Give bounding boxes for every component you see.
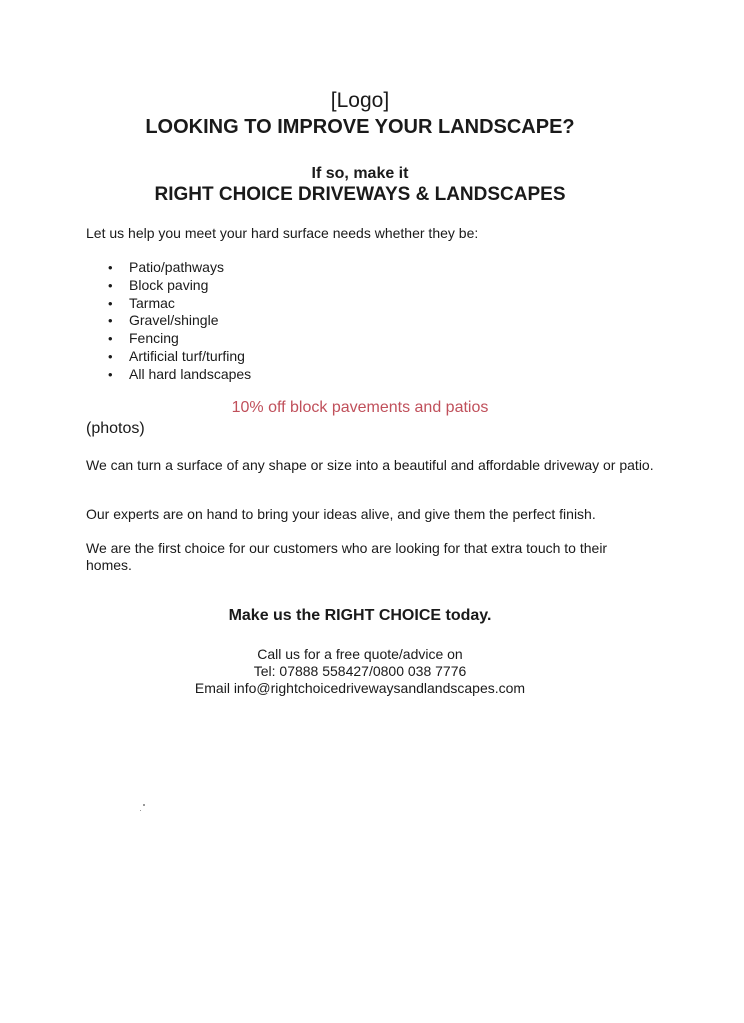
contact-phone: Tel: 07888 558427/0800 038 7776 xyxy=(253,663,467,679)
list-item: • Fencing xyxy=(108,330,251,348)
call-to-action: Make us the RIGHT CHOICE today. xyxy=(228,607,492,624)
discount-offer: 10% off block pavements and patios xyxy=(231,399,489,416)
intro-text: Let us help you meet your hard surface needs whether they be: xyxy=(86,225,479,241)
list-item: • Gravel/shingle xyxy=(108,312,251,330)
subheading: If so, make it xyxy=(311,165,409,182)
logo-placeholder: [Logo] xyxy=(330,89,390,112)
paragraph-surfaces: We can turn a surface of any shape or size into a beautiful and affordable driveway or patio. xyxy=(86,457,654,473)
scan-speck xyxy=(143,804,145,806)
services-list xyxy=(108,259,251,384)
company-name: RIGHT CHOICE DRIVEWAYS & LANDSCAPES xyxy=(154,184,566,205)
paragraph-first-choice: We are the first choice for our customers who are looking for that extra touch to their homes. xyxy=(86,540,608,573)
photos-placeholder: (photos) xyxy=(86,420,145,437)
list-item: • Tarmac xyxy=(108,295,251,313)
paragraph-experts: Our experts are on hand to bring your ideas alive, and give them the perfect finish. xyxy=(86,506,596,522)
contact-email: Email info@rightchoicedrivewaysandlandscapes.com xyxy=(194,680,526,696)
list-item: • Artificial turf/turfing xyxy=(108,348,251,366)
list-item: • Block paving xyxy=(108,277,251,295)
scan-speck xyxy=(140,810,141,811)
list-item: • All hard landscapes xyxy=(108,366,251,384)
list-item: • Patio/pathways xyxy=(108,259,251,277)
contact-intro: Call us for a free quote/advice on xyxy=(257,646,463,662)
headline: LOOKING TO IMPROVE YOUR LANDSCAPE? xyxy=(145,116,575,138)
